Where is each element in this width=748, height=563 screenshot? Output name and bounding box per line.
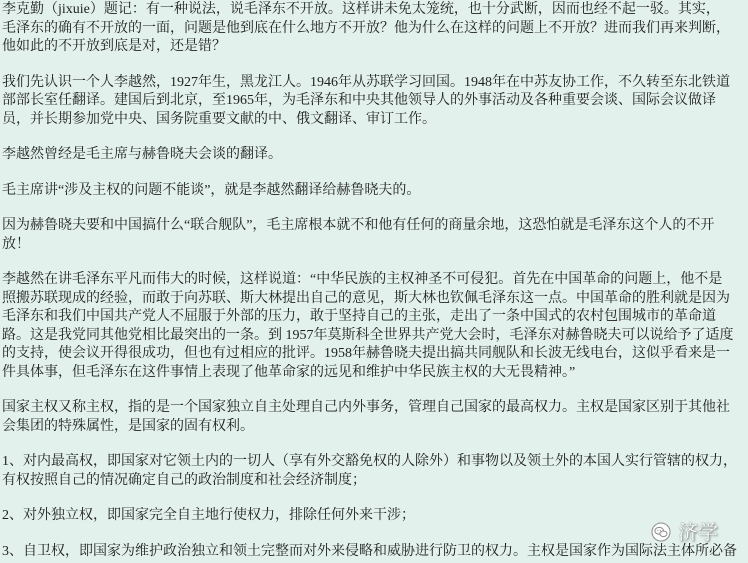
list-item-internal-supremacy bbox=[2, 453, 748, 490]
text-line: 部部长室任翻译。建国后到北京，至1965年，为毛泽东和中央其他领导人的外事活动及各种重要会谈、国际会议做译 bbox=[2, 93, 716, 108]
text-line: 3、自卫权，即国家为维护政治独立和领土完整而对外来侵略和威胁进行防卫的权力。主权是国家作为国际法主体所必备 bbox=[2, 543, 737, 559]
list-item-external-independence bbox=[2, 507, 748, 526]
text-line: 2、对外独立权，即国家完全自主地行使权力，排除任何外来干涉； bbox=[2, 508, 415, 523]
paragraph-sovereignty-definition bbox=[2, 399, 748, 436]
text-line: 的支持，使会议开得很成功，但也有过相应的批评。1958年赫鲁晓夫提出搞共同舰队和长波无线电台，这似乎看来是一 bbox=[2, 346, 730, 361]
text-line: 李越然在讲毛泽东平凡而伟大的时候，这样说道：“中华民族的主权神圣不可侵犯。首先在中国革命的问题上，他不是 bbox=[2, 272, 723, 287]
text-line: 毛泽东的确有不开放的一面，问题是他到底在什么地方不开放？他为什么在这样的问题上不开放？进而我们再来判断， bbox=[2, 20, 730, 36]
text-line: 照搬苏联现成的经验，而敢于向苏联、斯大林提出自己的意见，斯大林也钦佩毛泽东这一点。中国革命的胜利就是因为 bbox=[2, 290, 730, 306]
paragraph-li-yueran-bio bbox=[2, 74, 748, 130]
article-body bbox=[2, 1, 748, 561]
paragraph-li-yueran-recollection bbox=[2, 271, 748, 382]
text-line: 有权按照自己的情况确定自己的政治制度和社会经济制度； bbox=[2, 472, 366, 488]
list-item-self-defense bbox=[2, 543, 748, 562]
text-line: 会集团的特殊属性，是国家的固有权利。 bbox=[2, 418, 254, 434]
watermark-text: 济学 bbox=[678, 520, 718, 544]
text-line: 路。这是我党同其他党相比最突出的一条。到 1957年莫斯科全世界共产党大会时，毛泽东对赫鲁晓夫可以说给予了适度 bbox=[2, 327, 734, 343]
text-line: 因为赫鲁晓夫要和中国搞什么“联合舰队”，毛主席根本就不和他有任何的商量余地，这恐怕就是毛泽东这个人的不开 bbox=[2, 218, 715, 233]
paragraph-interpreter-note bbox=[2, 146, 748, 165]
text-line: 件具体事，但毛泽东在这件事情上表现了他革命家的远见和维护中华民族主权的大无畏精神。” bbox=[2, 364, 576, 380]
text-line: 我们先认识一个人李越然，1927年生，黑龙江人。1946年从苏联学习回国。1948年在中苏友协工作，不久转至东北铁道 bbox=[2, 74, 730, 90]
wechat-logo-icon bbox=[651, 522, 671, 542]
text-line: 毛泽东和我们中国共产党人不屈服于外部的压力，敢于坚持自己的主张，走出了一条中国式的农村包围城市的革命道 bbox=[2, 309, 716, 324]
text-line: 1、对内最高权，即国家对它领土内的一切人（享有外交豁免权的人除外）和事物以及领土外的本国人实行管辖的权力， bbox=[2, 454, 737, 469]
text-line: 毛主席讲“涉及主权的问题不能谈”，就是李越然翻译给赫鲁晓夫的。 bbox=[2, 182, 421, 198]
paragraph-preface bbox=[2, 1, 748, 57]
text-line: 李克勤（jixuie）题记：有一种说法，说毛泽东不开放。这样讲未免太笼统，也十分武断，因而也经不起一驳。其实， bbox=[2, 2, 720, 17]
paragraph-sovereignty-quote bbox=[2, 182, 748, 201]
watermark bbox=[651, 520, 718, 544]
text-line: 放！ bbox=[2, 236, 30, 252]
paragraph-joint-fleet bbox=[2, 217, 748, 254]
text-line: 他如此的不开放到底是对，还是错？ bbox=[2, 39, 226, 54]
text-line: 员，并长期参加党中央、国务院重要文献的中、俄文翻译、审订工作。 bbox=[2, 111, 436, 127]
text-line: 李越然曾经是毛主席与赫鲁晓夫会谈的翻译。 bbox=[2, 147, 282, 162]
text-line: 国家主权又称主权，指的是一个国家独立自主处理自己内外事务，管理自己国家的最高权力。主权是国家区别于其他社 bbox=[2, 400, 730, 415]
